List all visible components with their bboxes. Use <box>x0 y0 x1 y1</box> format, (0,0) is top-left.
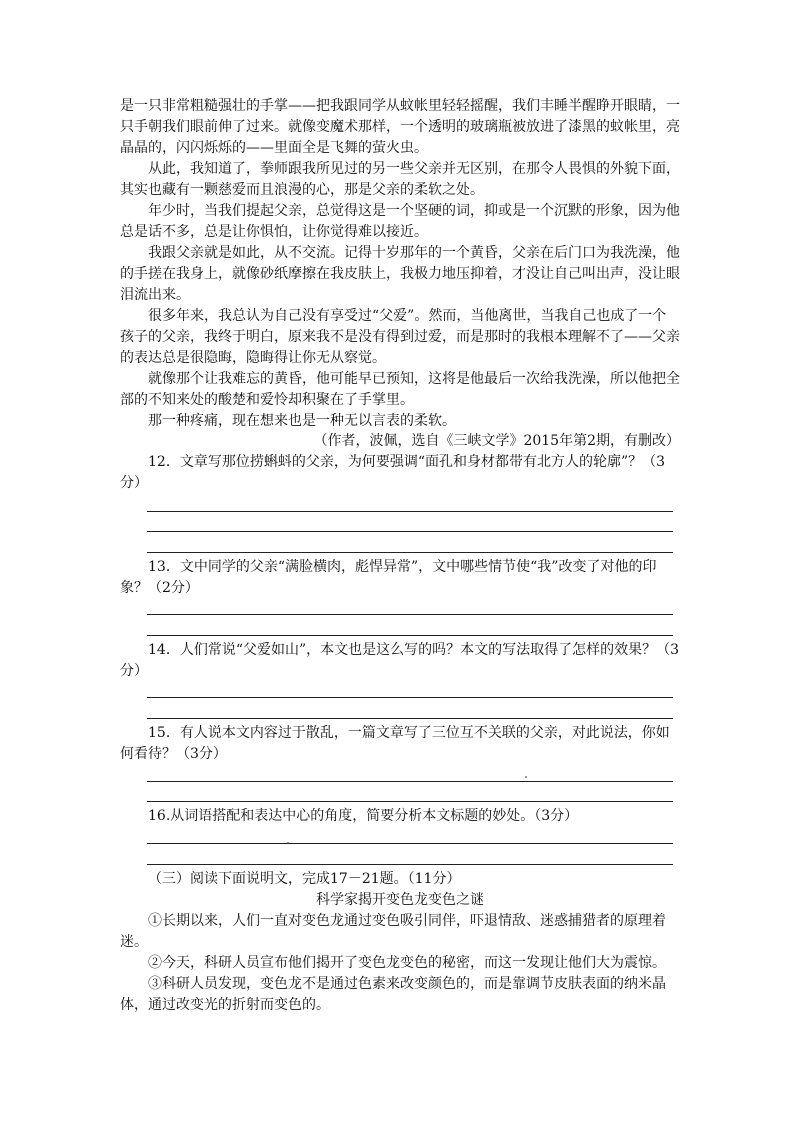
question-16: 16.从词语搭配和表达中心的角度，简要分析本文标题的妙处。（3分） <box>148 808 579 824</box>
paragraph-3: 年少时，当我们提起父亲，总觉得这是一个坚硬的词，抑或是一个沉默的形象，因为他总是话不多，总是让你惧怕，让你觉得难以接近。 <box>120 203 680 240</box>
answer-line <box>147 635 673 636</box>
answer-line <box>147 552 673 553</box>
question-12: 12．文章写那位捞蝌蚪的父亲，为何要强调“面孔和身材都带有北方人的轮廓”？（3分） <box>120 454 666 491</box>
question-14: 14．人们常说“父爱如山”，本文也是这么写的吗？本文的写法取得了怎样的效果？（3分） <box>120 642 680 679</box>
paragraph-1: 是一只非常粗糙强壮的手掌——把我跟同学从蚊帐里轻轻摇醒，我们丰睡半醒睁开眼睛，一只手朝我们眼前伸了过来。就像变魔术那样，一个透明的玻璃瓶被放进了漆黑的蚊帐里，亮晶晶的，闪闪烁烁的——里面全是飞舞的萤火虫。 <box>120 98 680 156</box>
section-3-heading: （三）阅读下面说明文，完成17－21题。（11分） <box>148 871 461 887</box>
paragraph-5: 很多年来，我总认为自己没有享受过“父爱”。然而，当他离世，当我自己也成了一个孩子的父亲，我终于明白，原来我不是没有得到过爱，而是那时的我根本理解不了——父亲的表达总是很隐晦，隐晦得让你无从察觉。 <box>120 308 680 366</box>
answer-line <box>147 718 673 719</box>
section-3-paragraph-1: ①长期以来，人们一直对变色龙通过变色吸引同伴，吓退情敌、迷惑捕猎者的原理着迷。 <box>120 913 666 950</box>
answer-line <box>147 843 673 844</box>
paragraph-2: 从此，我知道了，拳师跟我所见过的另一些父亲并无区别，在那令人畏惧的外貌下面，其实也藏有一颗慈爱而且浪漫的心，那是父亲的柔软之处。 <box>120 161 680 198</box>
section-3-paragraph-3: ③科研人员发现，变色龙不是通过色素来改变颜色的，而是靠调节皮肤表面的纳米晶体，通过改变光的折射而变色的。 <box>120 976 666 1013</box>
answer-line <box>147 531 673 532</box>
answer-line <box>147 697 673 698</box>
source-citation: （作者，波佩，选自《三峡文学》2015年第2期，有删改） <box>313 433 680 449</box>
paragraph-7: 那一种疼痛，现在想来也是一种无以言表的柔软。 <box>148 413 456 429</box>
paragraph-6: 就像那个让我难忘的黄昏，他可能早已预知，这将是他最后一次给我洗澡，所以他把全部的不知来处的酸楚和爱怜却积聚在了手掌里。 <box>120 371 680 408</box>
speck <box>525 776 527 778</box>
section-3-paragraph-2: ②今天，科研人员宣布他们揭开了变色龙变色的秘密，而这一发现让他们大为震惊。 <box>148 955 666 971</box>
answer-line <box>147 511 673 512</box>
paragraph-4: 我跟父亲就是如此，从不交流。记得十岁那年的一个黄昏，父亲在后门口为我洗澡，他的手搓在我身上，就像砂纸摩擦在我皮肤上，我极力地压抑着，才没让自己叫出声，没让眼泪流出来。 <box>120 245 680 303</box>
article-title: 科学家揭开变色龙变色之谜 <box>316 892 484 908</box>
answer-line <box>147 801 673 802</box>
question-13: 13．文中同学的父亲“满脸横肉，彪悍异常”，文中哪些情节使“我”改变了对他的印象？（2分） <box>120 559 657 596</box>
answer-line <box>147 614 673 615</box>
answer-line <box>147 864 673 865</box>
answer-line <box>147 781 673 782</box>
question-15: 15．有人说本文内容过于散乱，一篇文章写了三位互不关联的父亲，对此说法，你如何看待？（3分） <box>120 725 670 762</box>
